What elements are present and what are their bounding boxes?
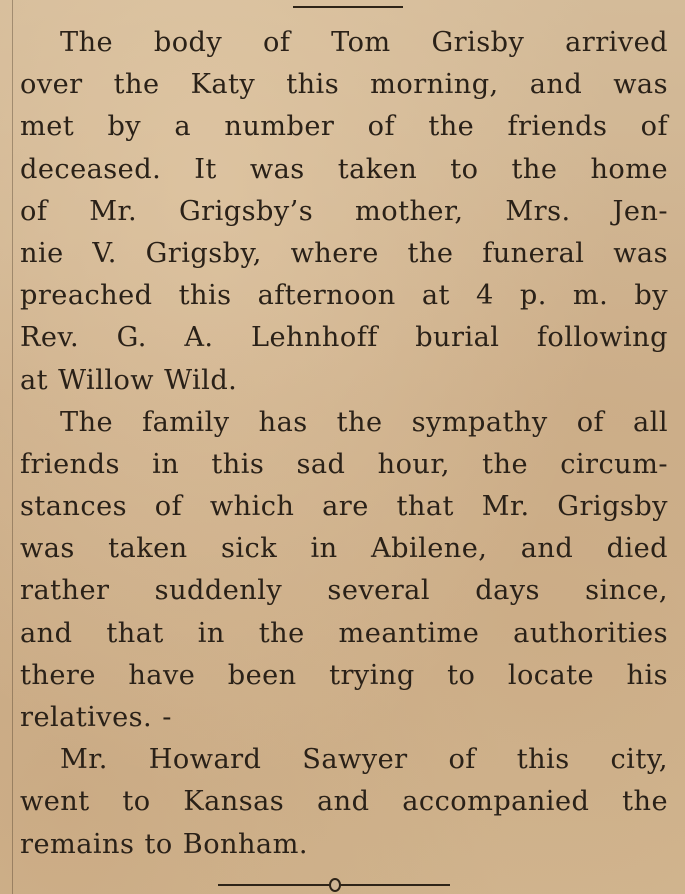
article-line: nie V. Grigsby, where the funeral was [20,237,668,269]
article-line: The family has the sympathy of all [60,406,668,438]
article-line: The body of Tom Grisby arrived [60,27,668,58]
article-line: there have been trying to locate his [20,659,668,691]
top-column-rule [293,6,403,8]
obituary-article [20,22,668,866]
article-line: was taken sick in Abilene, and died [20,533,668,565]
article-line: remains to Bonham. [20,828,308,860]
article-line: met by a number of the friends of [20,111,668,143]
article-line: and that in the meantime authorities [20,617,668,649]
article-line: went to Kansas and accompanied the [20,786,668,818]
article-line: friends in this sad hour, the circum- [20,448,668,480]
article-line: relatives. - [20,702,172,733]
article-line: preached this afternoon at 4 p. m. by [20,280,668,312]
article-line: stances of which are that Mr. Grigsby [20,491,668,523]
divider-ornament-icon [329,878,341,892]
article-line: rather suddenly several days since, [20,575,668,607]
article-line: at Willow Wild. [20,364,238,396]
article-line: over the Katy this morning, and was [20,69,668,101]
left-column-border [12,0,13,894]
article-line: of Mr. Grigsby’s mother, Mrs. Jen- [20,195,668,227]
article-line: Rev. G. A. Lehnhoff burial following [20,322,668,354]
article-line: deceased. It was taken to the home [20,153,668,185]
article-line: Mr. Howard Sawyer of this city, [60,744,668,776]
